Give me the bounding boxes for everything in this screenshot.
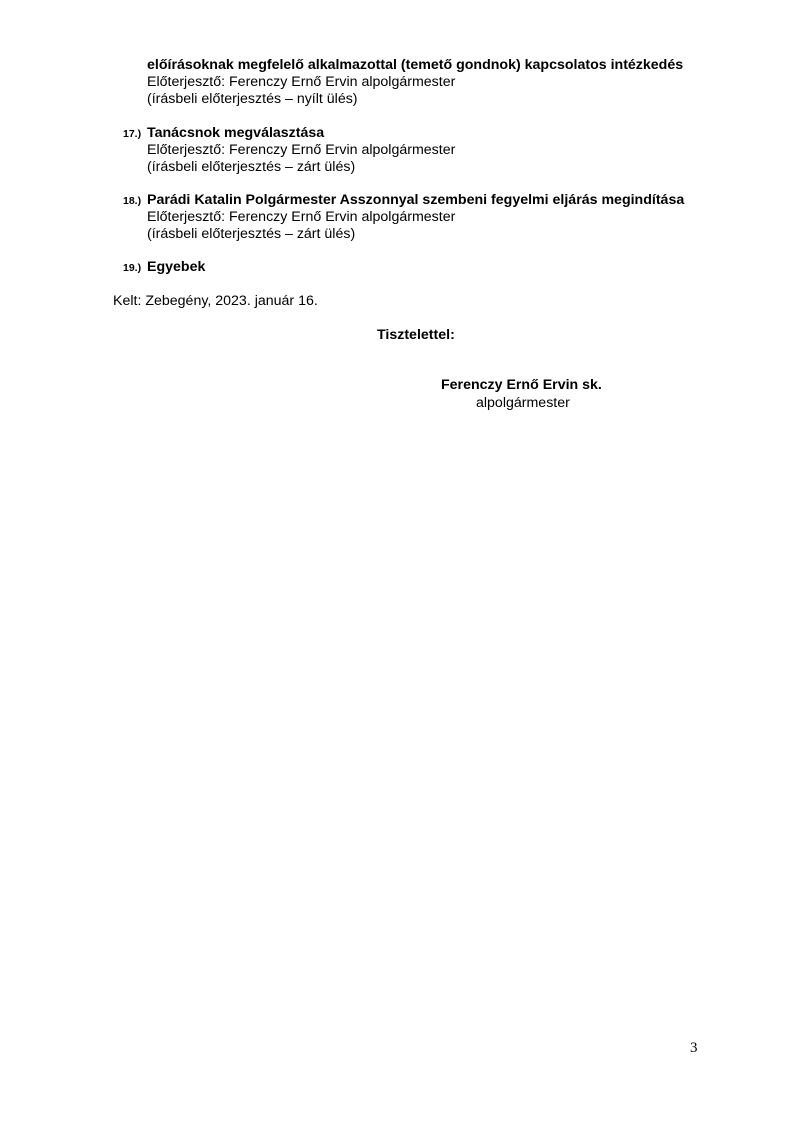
agenda-item-presenter: Előterjesztő: Ferenczy Ernő Ervin alpolgármester — [147, 209, 456, 225]
signer-role: alpolgármester — [476, 395, 570, 411]
agenda-item-19 — [123, 259, 767, 276]
agenda-item-title: Tanácsnok megválasztása — [147, 125, 325, 141]
date-line: Kelt: Zebegény, 2023. január 16. — [113, 293, 318, 309]
page-number: 3 — [690, 1040, 698, 1056]
agenda-item-18 — [123, 192, 767, 243]
agenda-item-note: (írásbeli előterjesztés – zárt ülés) — [147, 159, 356, 175]
agenda-item-note: (írásbeli előterjesztés – nyílt ülés) — [147, 91, 358, 107]
agenda-item-presenter: Előterjesztő: Ferenczy Ernő Ervin alpolgármester — [147, 142, 456, 158]
agenda-item-title: Egyebek — [147, 259, 206, 275]
agenda-item-note: (írásbeli előterjesztés – zárt ülés) — [147, 226, 356, 242]
signer-name: Ferenczy Ernő Ervin sk. — [441, 377, 602, 393]
agenda-item-title: előírásoknak megfelelő alkalmazottal (temető gondnok) kapcsolatos intézkedés — [147, 57, 684, 73]
agenda-item-number: 18.) — [123, 195, 142, 207]
agenda-item-title: Parádi Katalin Polgármester Asszonnyal szembeni fegyelmi eljárás megindítása — [147, 192, 685, 208]
agenda-item-number: 17.) — [123, 128, 142, 140]
agenda-item-17 — [123, 125, 767, 176]
agenda-item-number: 19.) — [123, 262, 142, 274]
agenda-item-16-continuation — [147, 57, 767, 108]
agenda-item-presenter: Előterjesztő: Ferenczy Ernő Ervin alpolgármester — [147, 74, 456, 90]
greeting: Tisztelettel: — [377, 327, 455, 343]
